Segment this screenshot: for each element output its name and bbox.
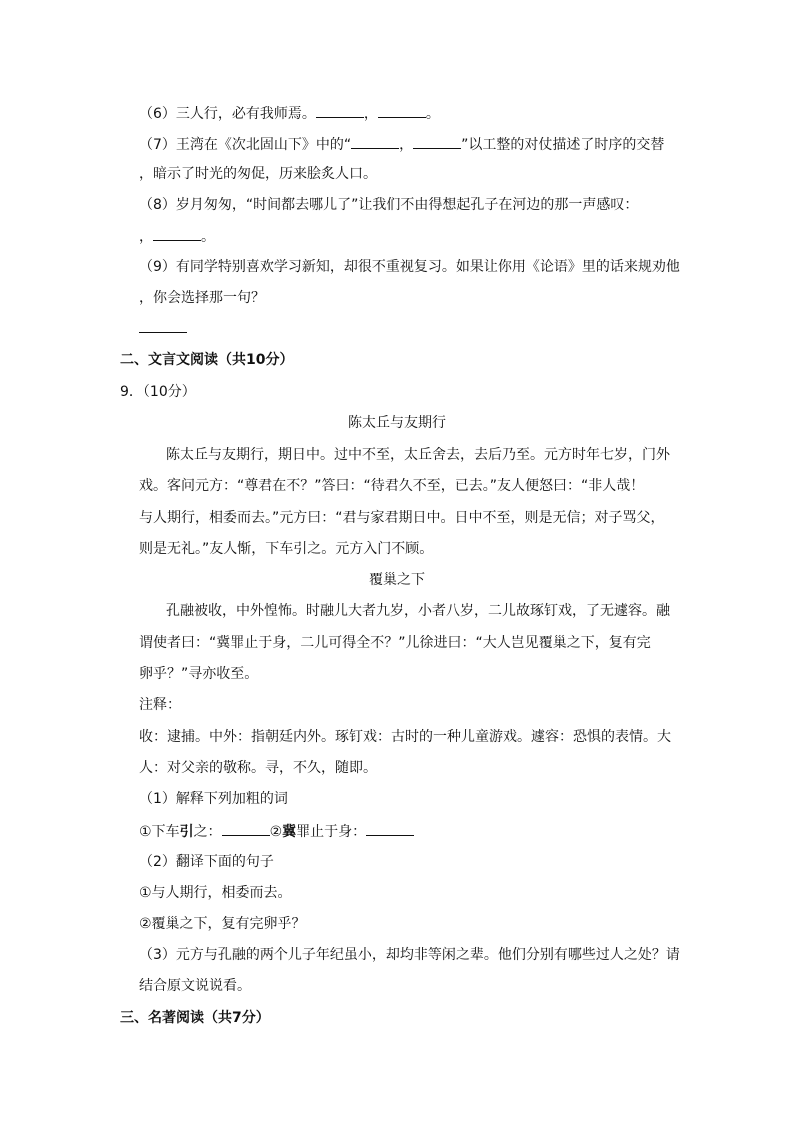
answer-blank[interactable] — [316, 103, 364, 118]
passage2-title: 覆巢之下 — [369, 572, 425, 588]
q8-item9-answer — [139, 318, 187, 339]
punct: 。 — [201, 229, 215, 245]
item7-text: （7）王湾在《次北固山下》中的“ — [139, 137, 352, 153]
answer-blank[interactable] — [378, 103, 426, 118]
subquestion-3-line1: （3）元方与孔融的两个儿子年纪虽小，却均非等闲之辈。他们分别有哪些过人之处？请 — [139, 947, 680, 963]
subquestion-2: （2）翻译下面的句子 — [139, 854, 274, 870]
passage1-line: 陈太丘与友期行，期日中。过中不至，太丘舍去，去后乃至。元方时年七岁，门外 — [166, 447, 670, 463]
notes-label: 注释： — [139, 697, 181, 713]
q8-item9-line1: （9）有同学特别喜欢学习新知，却很不重视复习。如果让你用《论语》里的话来规劝他 — [139, 259, 680, 275]
q8-item9-line2: ，你会选择那一句？ — [139, 290, 265, 306]
item-text: 罪止于身： — [296, 824, 367, 840]
punct: ， — [363, 106, 378, 122]
passage1-line: 戏。客问元方：“尊君在不？”答曰：“待君久不至，已去。”友人便怒曰：“非人哉！ — [139, 478, 645, 494]
passage2-line: 孔融被收，中外惶怖。时融儿大者九岁，小者八岁，二儿故琢钉戏，了无遽容。融 — [166, 603, 670, 619]
punct: 。 — [425, 106, 440, 122]
passage1-title: 陈太丘与友期行 — [348, 415, 446, 431]
notes-line: 收：逮捕。中外：指朝廷内外。琢钉戏：古时的一种儿童游戏。遽容：恐惧的表情。大 — [139, 729, 671, 745]
section2-heading: 二、文言文阅读（共10分） — [120, 352, 294, 368]
punct: ， — [139, 229, 153, 245]
subquestion-1-items — [139, 821, 414, 842]
answer-blank[interactable] — [153, 226, 201, 241]
item6-text: （6）三人行，必有我师焉。 — [139, 106, 316, 122]
punct: ， — [399, 137, 414, 153]
answer-blank[interactable] — [222, 821, 270, 836]
q8-item6 — [139, 103, 440, 124]
passage2-line: 卵乎？”寻亦收至。 — [139, 666, 259, 682]
subquestion-2-a: ①与人期行，相委而去。 — [139, 885, 292, 901]
q8-item7-line2: ，暗示了时光的匆促，历来脍炙人口。 — [139, 166, 377, 182]
notes-line: 人：对父亲的敬称。寻，不久，随即。 — [139, 760, 377, 776]
passage2-line: 谓使者曰：“冀罪止于身，二儿可得全不？”儿徐进曰：“大人岂见覆巢之下，复有完 — [139, 635, 651, 651]
item-text: ② — [269, 824, 283, 840]
answer-blank[interactable] — [366, 821, 414, 836]
q8-item7-line1 — [139, 134, 664, 155]
answer-blank[interactable] — [351, 134, 399, 149]
bold-word: 冀 — [282, 824, 297, 840]
passage1-line: 则是无礼。”友人惭，下车引之。元方入门不顾。 — [139, 541, 434, 557]
subquestion-1: （1）解释下列加粗的词 — [139, 791, 288, 807]
item-text: 之： — [193, 824, 222, 840]
section3-heading: 三、名著阅读（共7分） — [120, 1010, 270, 1026]
subquestion-3-line2: 结合原文说说看。 — [139, 978, 251, 994]
subquestion-2-b: ②覆巢之下，复有完卵乎？ — [139, 916, 306, 932]
item7-text: ”以工整的对仗描述了时序的交替 — [461, 137, 665, 153]
item-text: ①下车 — [139, 824, 180, 840]
question-number: 9．（10分） — [120, 384, 196, 400]
q8-item8-line2 — [139, 226, 215, 247]
answer-blank[interactable] — [413, 134, 461, 149]
passage1-line: 与人期行，相委而去。”元方曰：“君与家君期日中。日中不至，则是无信；对子骂父， — [139, 510, 665, 526]
bold-word: 引 — [179, 824, 194, 840]
q8-item8-line1: （8）岁月匆匆，“时间都去哪儿了”让我们不由得想起孔子在河边的那一声感叹： — [139, 197, 639, 213]
answer-blank[interactable] — [139, 318, 187, 333]
